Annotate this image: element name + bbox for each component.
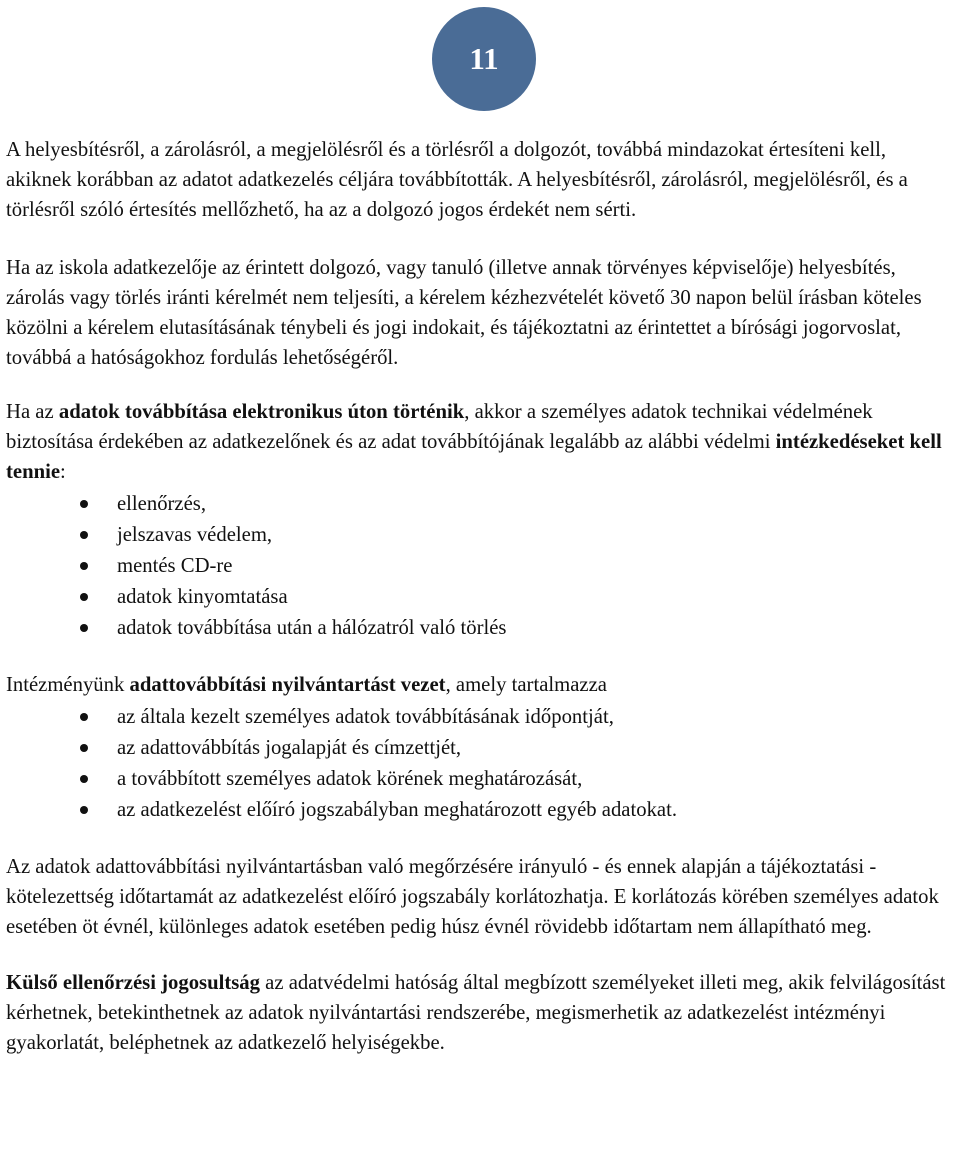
bold-segment: Külső ellenőrzési jogosultság: [6, 972, 260, 994]
list-item: [6, 551, 956, 582]
page-number: 11: [469, 41, 499, 76]
list-item-text: az adatkezelést előíró jogszabályban meghatározott egyéb adatokat.: [117, 799, 678, 821]
bold-segment: intézkedéseket kell tennie: [6, 431, 942, 483]
list-item: [6, 489, 956, 520]
bullet-icon: [80, 500, 88, 508]
list-item: [6, 733, 956, 764]
list-item-text: mentés CD-re: [117, 555, 233, 577]
bullet-icon: [80, 713, 88, 721]
bullet-icon: [80, 593, 88, 601]
list-item: [6, 702, 956, 733]
list-item-text: a továbbított személyes adatok körének meghatározását,: [117, 768, 583, 790]
paragraph-retention: Az adatok adattovábbítási nyilvántartásban való megőrzésére irányuló - és ennek alapján a tájékoztatási - kötelezettség időtartamát az adatkezelést előíró jogszabály korlátozhatja. E korlátozás körében személyes adatok esetében öt évnél, különleges adatok esetében pedig húsz évnél rövidebb időtartam nem állapítható meg.: [6, 856, 939, 938]
text-segment: :: [60, 461, 66, 483]
document-body: [6, 135, 956, 1058]
list-item: [6, 582, 956, 613]
paragraph-external-audit: [6, 968, 956, 1058]
list-item-text: adatok kinyomtatása: [117, 586, 288, 608]
text-segment: , akkor a személyes adatok technikai védelmének biztosítása érdekében az adatkezelőnek és az adat továbbítójának legalább az alábbi védelmi: [6, 401, 873, 453]
page-number-badge: [432, 7, 536, 111]
paragraph-transfer-register: [6, 670, 956, 700]
list-item-text: az adattovábbítás jogalapját és címzettjét,: [117, 737, 462, 759]
list-item-text: adatok továbbítása után a hálózatról való törlés: [117, 617, 507, 639]
paragraph-refusal: Ha az iskola adatkezelője az érintett dolgozó, vagy tanuló (illetve annak törvényes képviselője) helyesbítés, zárolás vagy törlés iránti kérelmét nem teljesíti, a kérelem kézhezvételét követő 30 napon belül írásban köteles közölni a kérelem elutasításának ténybeli és jogi indokait, és tájékoztatni az érintettet a bírósági jogorvoslat, továbbá a hatóságokhoz fordulás lehetőségéről.: [6, 257, 922, 369]
protection-measures-list: [6, 489, 956, 644]
list-item: [6, 795, 956, 826]
bullet-icon: [80, 806, 88, 814]
register-contents-list: [6, 702, 956, 826]
bullet-icon: [80, 562, 88, 570]
bullet-icon: [80, 744, 88, 752]
bullet-icon: [80, 624, 88, 632]
bullet-icon: [80, 775, 88, 783]
list-item-text: ellenőrzés,: [117, 493, 207, 515]
list-item: [6, 520, 956, 551]
bold-segment: adatok továbbítása elektronikus úton történik: [58, 401, 465, 423]
text-segment: az adatvédelmi hatóság által megbízott személyeket illeti meg, akik felvilágosítást kérhetnek, betekinthetnek az adatok nyilvántartási rendszerébe, megismerhetik az adatkezelést intézményi gyakorlatát, beléphetnek az adatkezelő helyiségekbe.: [6, 972, 946, 1054]
paragraph-notification: A helyesbítésről, a zárolásról, a megjelölésről és a törlésről a dolgozót, továbbá mindazokat értesíteni kell, akiknek korábban az adatot adatkezelés céljára továbbították. A helyesbítésről, zárolásról, megjelölésről, és a törlésről szóló értesítés mellőzhető, ha az a dolgozó jogos érdekét nem sérti.: [6, 139, 908, 221]
text-segment: , amely tartalmazza: [445, 674, 607, 696]
paragraph-electronic-transfer: [6, 397, 956, 487]
text-segment: Ha az: [6, 401, 59, 423]
list-item-text: jelszavas védelem,: [117, 524, 273, 546]
bullet-icon: [80, 531, 88, 539]
text-segment: Intézményünk: [6, 674, 130, 696]
list-item-text: az általa kezelt személyes adatok továbbításának időpontját,: [117, 706, 614, 728]
list-item: [6, 764, 956, 795]
list-item: [6, 613, 956, 644]
bold-segment: adattovábbítási nyilvántartást vezet: [129, 674, 446, 696]
